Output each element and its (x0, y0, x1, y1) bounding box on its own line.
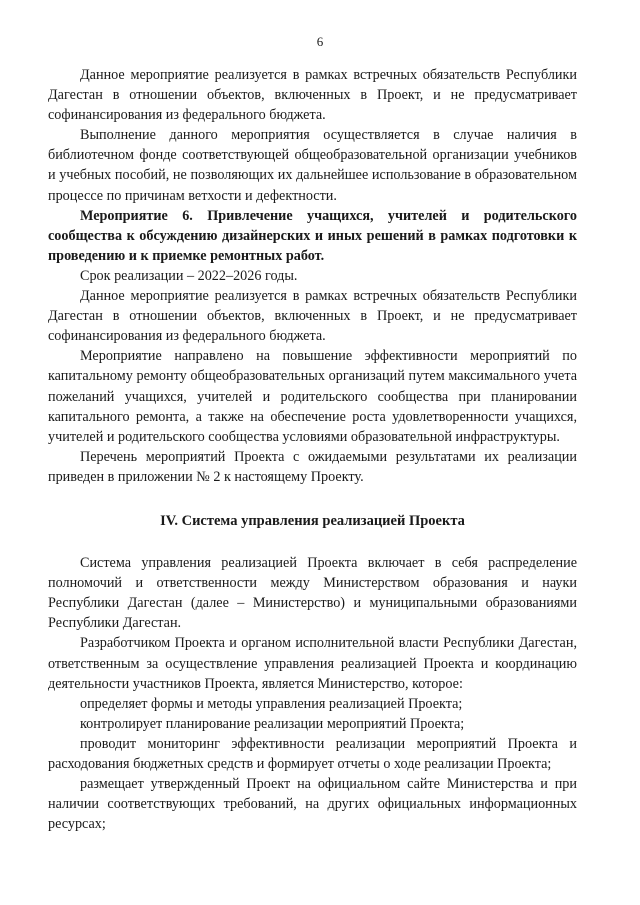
section-heading: IV. Система управления реализацией Проекта (160, 512, 465, 529)
paragraph: Разработчиком Проекта и органом исполнительной власти Республики Дагестан, ответственным за осуществление управления реализацией Проекта и координацию деятельности участников Проекта, является Министерство, которое: (48, 635, 577, 692)
paragraph: Мероприятие направлено на повышение эффективности мероприятий по капитальному ремонту общеобразовательных организаций путем максимального учета пожеланий учащихся, учителей и родительского сообщества при планировании капитального ремонта, а также на обеспечение роста удовлетворенности учащихся, учителей и родительского сообщества условиями образовательной инфраструктуры. (48, 348, 577, 445)
paragraph: определяет формы и методы управления реализацией Проекта; (80, 695, 463, 712)
bottom-paragraphs (48, 553, 577, 834)
paragraph: Данное мероприятие реализуется в рамках встречных обязательств Республики Дагестан в отношении объектов, включенных в Проект, и не предусматривает софинансирования из федерального бюджета. (48, 67, 577, 124)
paragraph: Перечень мероприятий Проекта с ожидаемыми результатами их реализации приведен в приложении № 2 к настоящему Проекту. (48, 448, 577, 485)
paragraph: контролирует планирование реализации мероприятий Проекта; (80, 715, 465, 732)
paragraph: Мероприятие 6. Привлечение учащихся, учителей и родительского сообщества к обсуждению дизайнерских и иных решений в рамках подготовки к проведению и к приемке ремонтных работ. (48, 207, 577, 264)
paragraph: Данное мероприятие реализуется в рамках встречных обязательств Республики Дагестан в отношении объектов, включенных в Проект, и не предусматривает софинансирования из федерального бюджета. (48, 288, 577, 345)
paragraph: проводит мониторинг эффективности реализации мероприятий Проекта и расходования бюджетных средств и формирует отчеты о ходе реализации Проекта; (48, 735, 577, 772)
paragraph: Система управления реализацией Проекта включает в себя распределение полномочий и ответственности между Министерством образования и науки Республики Дагестан (далее – Министерство) и муниципальными образованиями Республики Дагестан. (48, 555, 577, 632)
document-body (48, 65, 577, 834)
page-number: 6 (316, 34, 324, 49)
paragraph: размещает утвержденный Проект на официальном сайте Министерства и при наличии соответствующих требований, на других официальных информационных ресурсах; (48, 776, 577, 833)
paragraph: Выполнение данного мероприятия осуществляется в случае наличия в библиотечном фонде соответствующей общеобразовательной организации учебников и учебных пособий, не позволяющих их дальнейшее использование в образовательном процессе по причинам ветхости и дефектности. (48, 127, 577, 204)
top-paragraphs (48, 65, 577, 487)
paragraph: Срок реализации – 2022–2026 годы. (80, 267, 298, 284)
